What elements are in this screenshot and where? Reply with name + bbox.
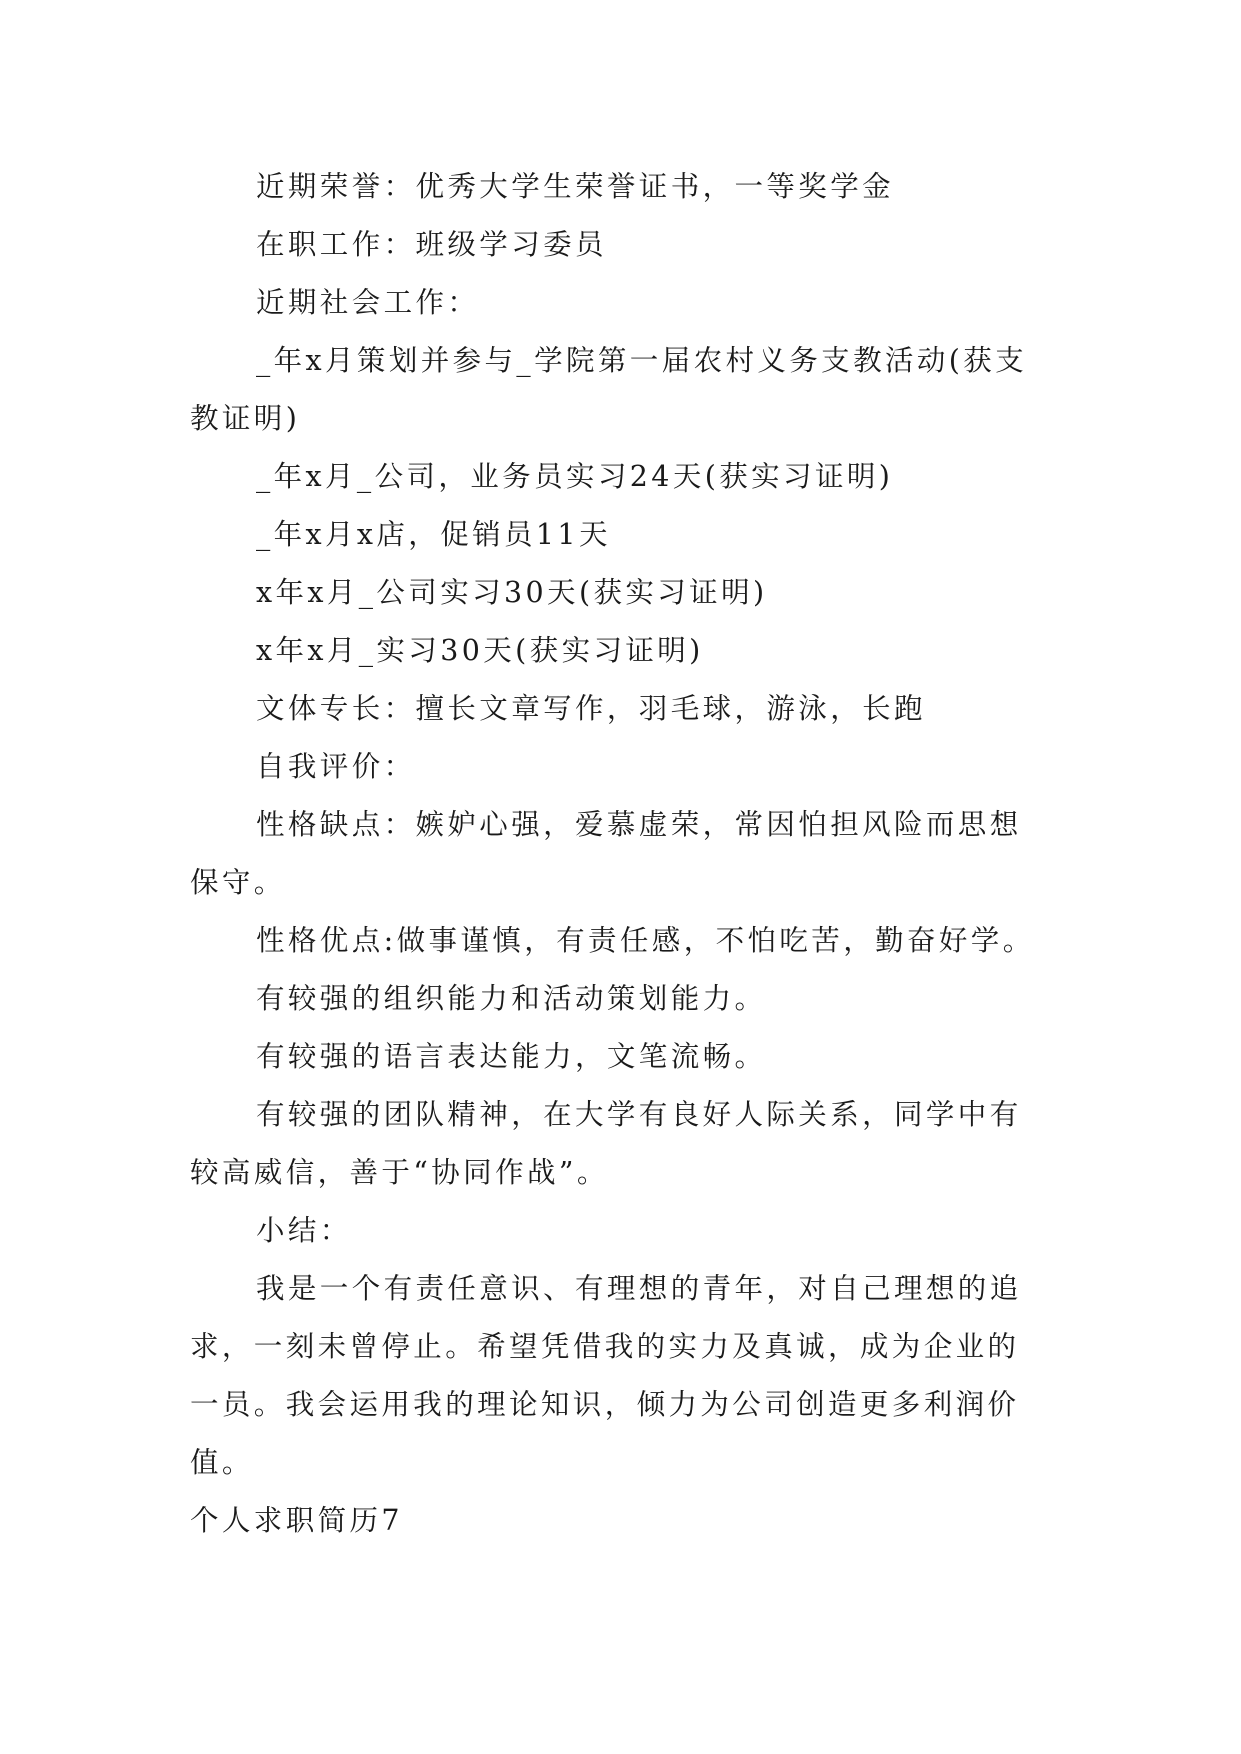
social-work-item-5: x年x月_实习30天(获实习证明) (256, 634, 704, 667)
organization-ability-line: 有较强的组织能力和活动策划能力。 (256, 982, 767, 1015)
teamwork-paragraph: 有较强的团队精神，在大学有良好人际关系，同学中有较高威信，善于“协同作战”。 (190, 1098, 1022, 1189)
social-work-item-1: _年x月策划并参与_学院第一届农村义务支教活动(获支教证明) (190, 344, 1028, 435)
skills-line: 文体专长：擅长文章写作，羽毛球，游泳，长跑 (256, 692, 926, 725)
strength-paragraph: 性格优点:做事谨慎，有责任感，不怕吃苦，勤奋好学。 (256, 924, 1035, 957)
position-line: 在职工作：班级学习委员 (256, 228, 607, 261)
weakness-paragraph: 性格缺点：嫉妒心强，爱慕虚荣，常因怕担风险而思想保守。 (190, 808, 1022, 899)
social-work-item-3: _年x月x店，促销员11天 (256, 518, 611, 551)
social-work-item-4: x年x月_公司实习30天(获实习证明) (256, 576, 768, 609)
social-work-item-2: _年x月_公司，业务员实习24天(获实习证明) (256, 460, 894, 493)
social-work-heading: 近期社会工作： (256, 286, 480, 319)
summary-paragraph: 我是一个有责任意识、有理想的青年，对自己理想的追求，一刻未曾停止。希望凭借我的实力及真诚，成为企业的一员。我会运用我的理论知识，倾力为公司创造更多利润价值。 (190, 1272, 1022, 1479)
honors-line: 近期荣誉：优秀大学生荣誉证书，一等奖学金 (256, 170, 895, 203)
document-body (190, 158, 1050, 1550)
summary-heading: 小结： (256, 1214, 352, 1247)
expression-ability-line: 有较强的语言表达能力，文笔流畅。 (256, 1040, 767, 1073)
self-evaluation-heading: 自我评价： (256, 750, 416, 783)
section-heading: 个人求职简历7 (190, 1504, 403, 1537)
